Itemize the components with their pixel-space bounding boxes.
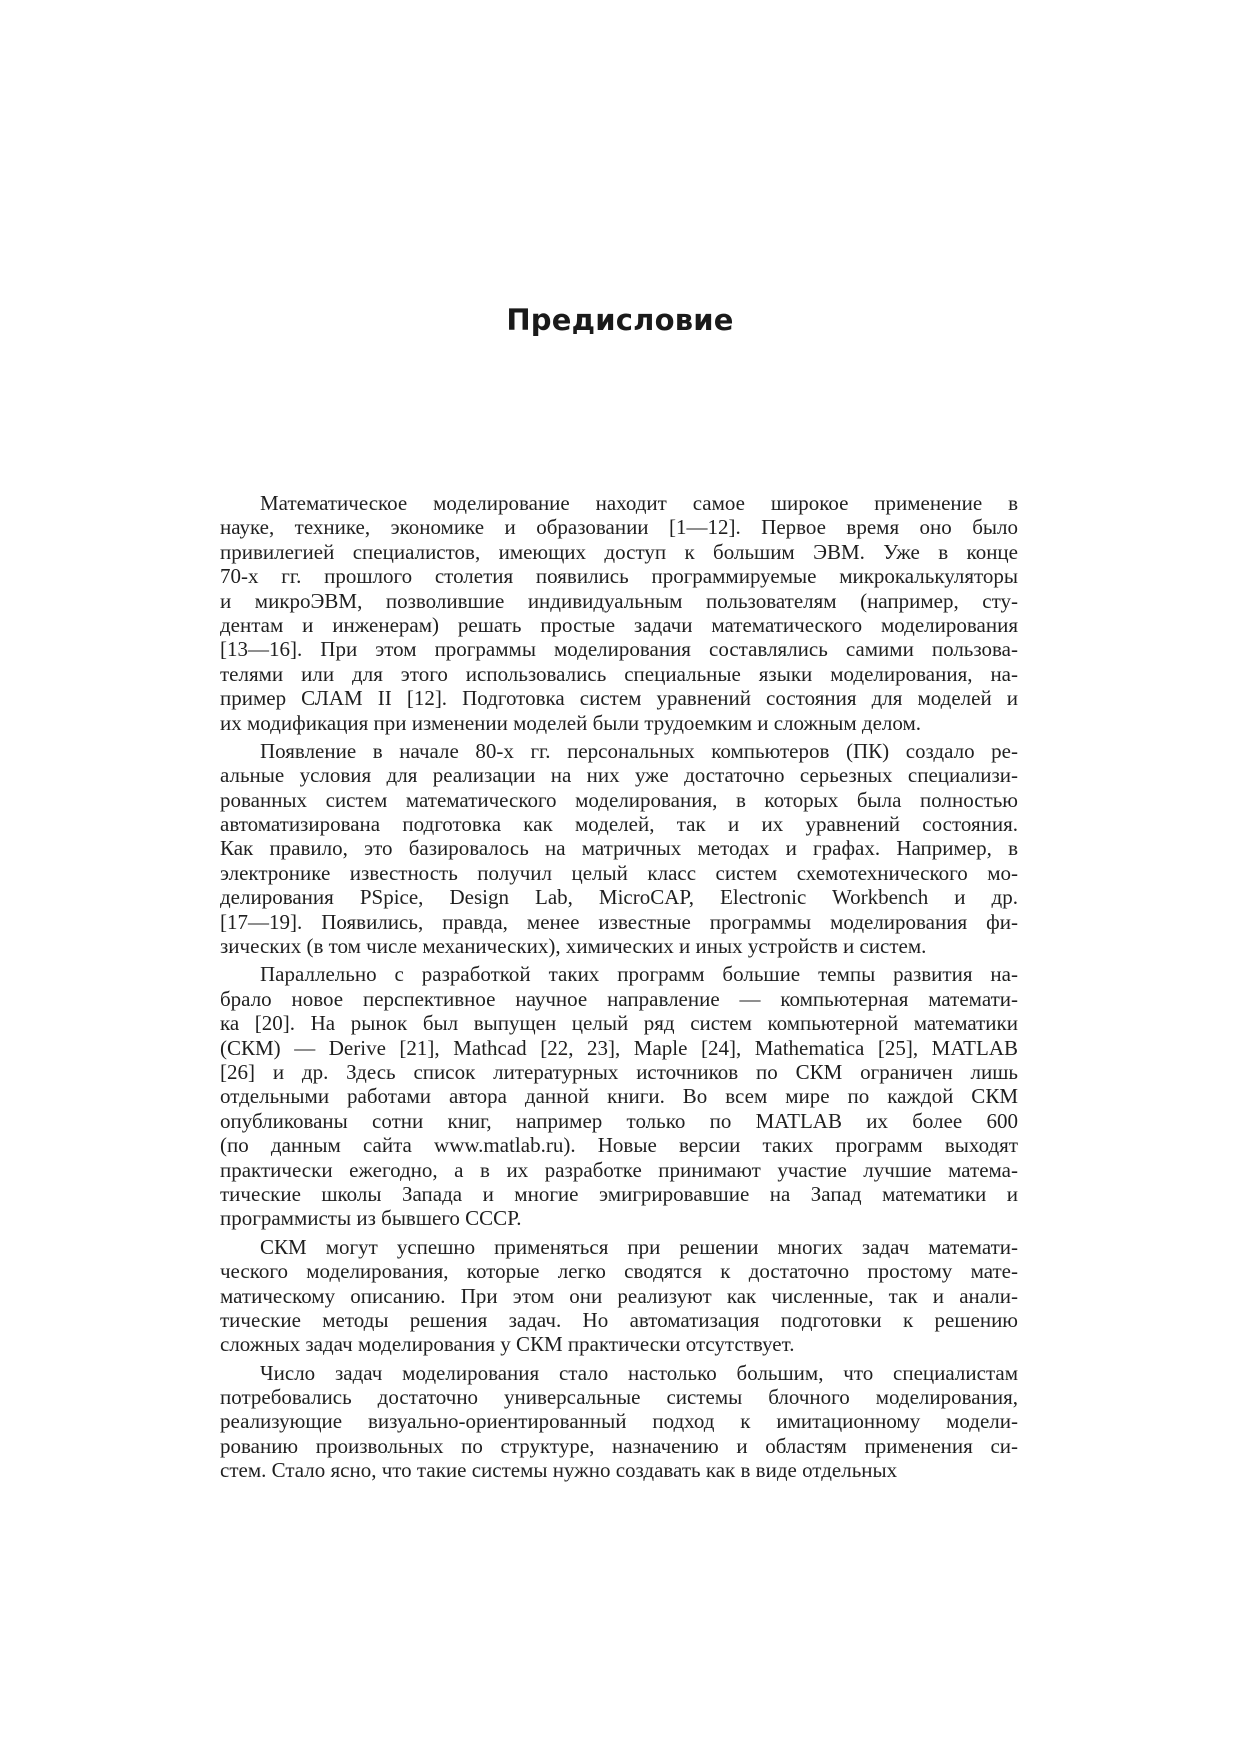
text-line: Параллельно с разработкой таких программ большие темпы развития на- <box>260 962 1018 987</box>
text-line: брало новое перспективное научное направление — компьютерная математи- <box>220 986 1018 1011</box>
text-line: матическому описанию. При этом они реализуют как численные, так и анали- <box>220 1283 1018 1308</box>
text-line: телями или для этого использовались специальные языки моделирования, на- <box>220 661 1018 686</box>
text-line: ка [20]. На рынок был выпущен целый ряд систем компьютерной математики <box>220 1011 1018 1036</box>
text-line: альные условия для реализации на них уже достаточно серьезных специализи- <box>220 763 1018 788</box>
text-line: [26] и др. Здесь список литературных источников по СКМ ограничен лишь <box>220 1059 1018 1084</box>
paragraph <box>220 962 1018 1230</box>
paragraph <box>220 491 1018 735</box>
paragraph <box>220 1361 1018 1483</box>
text-line: зических (в том числе механических), химических и иных устройств и систем. <box>220 934 927 959</box>
body-text <box>220 491 1018 1483</box>
text-line: дентам и инженерам) решать простые задачи математического моделирования <box>220 612 1018 637</box>
text-line: пример СЛАМ II [12]. Подготовка систем уравнений состояния для моделей и <box>220 686 1018 711</box>
text-line: ческого моделирования, которые легко сводятся к достаточно простому мате- <box>220 1259 1018 1284</box>
text-line: Математическое моделирование находит самое широкое применение в <box>260 491 1018 515</box>
text-line: автоматизирована подготовка как моделей, так и их уравнений состояния. <box>220 812 1018 837</box>
text-line: реализующие визуально-ориентированный подход к имитационному модели- <box>220 1409 1018 1434</box>
text-line: сложных задач моделирования у СКМ практически отсутствует. <box>220 1332 795 1357</box>
text-line: (СКМ) — Derive [21], Mathcad [22, 23], Maple [24], Mathematica [25], MATLAB <box>220 1035 1018 1060</box>
text-line: их модификация при изменении моделей были трудоемким и сложным делом. <box>220 710 922 735</box>
text-line: Появление в начале 80-х гг. персональных компьютеров (ПК) создало ре- <box>260 738 1018 763</box>
text-line: 70-х гг. прошлого столетия появились программируемые микрокалькуляторы <box>220 564 1018 589</box>
text-line: делирования PSpice, Design Lab, MicroCAP, Electronic Workbench и др. <box>220 885 1018 910</box>
text-line: и микроЭВМ, позволившие индивидуальным пользователям (например, сту- <box>220 588 1018 613</box>
text-line: отдельными работами автора данной книги. Во всем мире по каждой СКМ <box>220 1084 1018 1109</box>
text-line: опубликованы сотни книг, например только по MATLAB их более 600 <box>220 1108 1018 1133</box>
text-line: рованных систем математического моделирования, в которых была полностью <box>220 787 1018 812</box>
text-line: программисты из бывшего СССР. <box>220 1206 522 1231</box>
paragraph <box>220 1235 1018 1357</box>
text-line: потребовались достаточно универсальные системы блочного моделирования, <box>220 1385 1018 1410</box>
text-line: Как правило, это базировалось на матричных методах и графах. Например, в <box>220 836 1018 861</box>
text-line: практически ежегодно, а в их разработке принимают участие лучшие матема- <box>220 1157 1018 1182</box>
text-line: [13—16]. При этом программы моделирования составлялись самими пользова- <box>220 637 1018 662</box>
text-line: привилегией специалистов, имеющих доступ к большим ЭВМ. Уже в конце <box>220 539 1018 564</box>
text-line: стем. Стало ясно, что такие системы нужно создавать как в виде отдельных <box>220 1458 898 1483</box>
text-line: науке, технике, экономике и образовании [1—12]. Первое время оно было <box>220 515 1018 540</box>
text-line: (по данным сайта www.matlab.ru). Новые версии таких программ выходят <box>220 1133 1018 1158</box>
page-title: Предисловие <box>506 303 734 337</box>
text-line: [17—19]. Появились, правда, менее известные программы моделирования фи- <box>220 909 1018 934</box>
text-line: СКМ могут успешно применяться при решении многих задач математи- <box>260 1234 1018 1259</box>
text-line: рованию произвольных по структуре, назначению и областям применения си- <box>220 1433 1018 1458</box>
paragraph <box>220 739 1018 959</box>
text-line: тические методы решения задач. Но автоматизация подготовки к решению <box>220 1307 1018 1332</box>
text-line: Число задач моделирования стало настолько большим, что специалистам <box>260 1360 1018 1385</box>
text-line: тические школы Запада и многие эмигрировавшие на Запад математики и <box>220 1181 1018 1206</box>
text-line: электронике известность получил целый класс систем схемотехнического мо- <box>220 860 1018 885</box>
